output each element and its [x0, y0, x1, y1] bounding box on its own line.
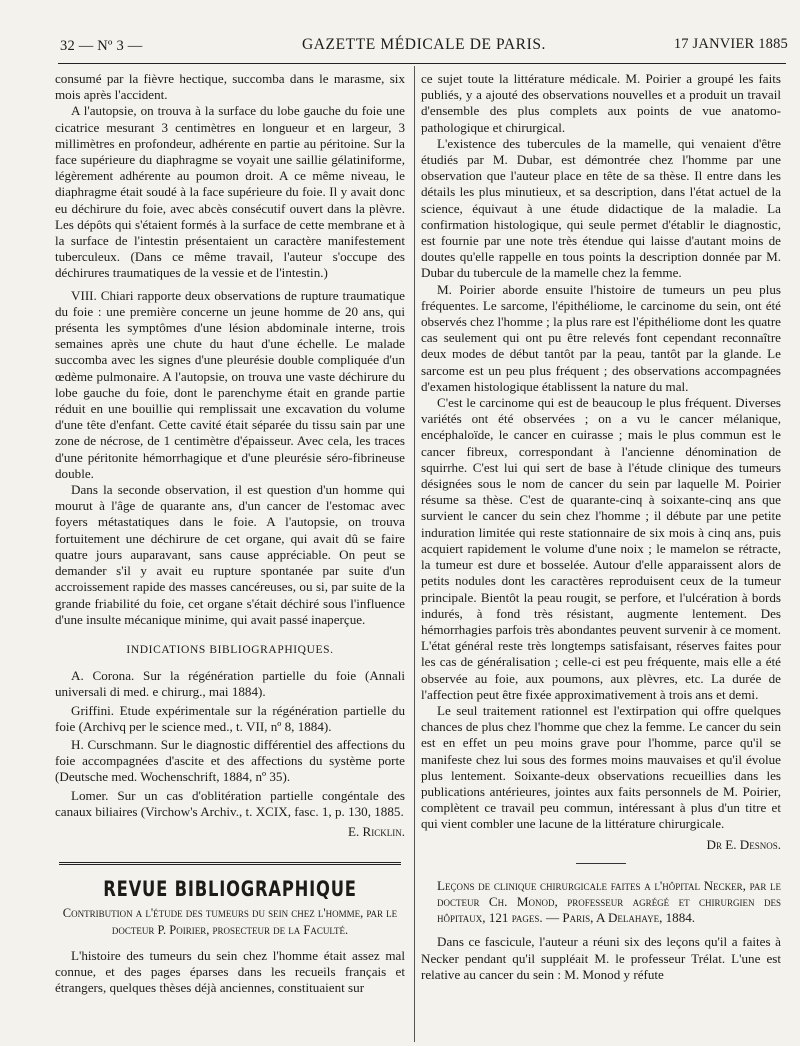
paragraph: L'existence des tubercules de la mamelle, qui venaient d'être étudiés par M. Dubar, est démontrée chez l'homme par une observation que l'auteur place en tête de sa thèse. Il entre dans les détails les plus minutieux, et sa description, dans l'état actuel de la science, équivaut à une étude didactique de la maladie. La confirmation histologique, qui seule permet d'établir le diagnostic, est fournie par une note très étendue qui laisse d'autant moins de doutes qu'elle rappelle en tous points la description donnée par M. Dubar du tubercule de la mamelle chez la femme. [421, 135, 781, 281]
author-signature: Dr E. Desnos. [706, 836, 781, 852]
right-column [421, 71, 781, 983]
header-rule [58, 63, 786, 64]
page-header [60, 34, 788, 56]
paragraph: C'est le carcinome qui est de beaucoup le plus fréquent. Diverses variétés ont été observées ; on a vu le cancer mélanique, encéphaloïde, le cancer en cuirasse ; mais le plus commun est le cancer fibreux, correspondant à l'ancienne dénomination de squirrhe. C'est lui qui sert de base à l'étude clinique des tumeurs désignées sous le nom de cancer du sein par laquelle M. Poirier résume sa thèse. C'est de quarante-cinq à soixante-cinq ans que survient le cancer du sein chez l'homme ; il débute par une petite induration limitée qui reste stationnaire de six mois à cinq ans, puis acquiert rapidement le volume d'une noix ; le mamelon se rétracte, la tumeur est dure et bosselée. Autour d'elle apparaissent alors de petits nodules dont les caractères reproduisent ceux de la tumeur principale. Bientôt la peau rougit, se perfore, et l'ulcération à bords indurés, à fond très résistant, augmente lentement. Des hémorrhagies parfois très abondantes peuvent survenir à ce moment. L'état général reste très longtemps satisfaisant, réserves faites pour les cas de généralisation ; celle-ci est peu fréquente, mais elle a été observée au foie, aux poumons, aux plèvres, etc. La durée de l'affection peut être fixée approximativement à trois ans et demi. [421, 395, 781, 702]
author-signature: E. Ricklin. [347, 823, 405, 839]
paragraph: Dans la seconde observation, il est question d'un homme qui mourut à l'âge de quarante ans, d'un cancer de l'estomac avec foyers métastatiques dans le foie. A l'autopsie, on trouva fortuitement une déchirure de cet organe, qui avait dû se faire quatre jours auparavant, sans cause appréciable. On peut se demander s'il y avait eu rupture spontanée par suite d'un accroissement rapide des masses cancéreuses, ou si, par suite de la grande friabilité du foie, cet organe s'était déchiré sous l'influence d'une insulte mécanique minime, qui avait passé inaperçue. [55, 482, 405, 627]
page-number: 32 — Nº 3 — [60, 38, 143, 54]
bibliography-entry: Griffini. Etude expérimentale sur la régénération partielle du foie (Archivq per le science med., t. VII, nº 8, 1884). [55, 702, 405, 734]
section-title: REVUE BIBLIOGRAPHIQUE [103, 877, 357, 902]
paragraph: VIII. Chiari rapporte deux observations de rupture traumatique du foie : une première concerne un jeune homme de 20 ans, qui présenta les symptômes d'une lésion abdominale interne, trois semaines après une chute du haut d'une échelle. Le malade succomba avec les signes d'une pleurésie double compliquée d'un œdème pulmonaire. A l'autopsie, on trouva une vaste déchirure du lobe gauche du foie, dont le parenchyme était en grande partie réduit en une bouillie qui remplissait une excavation du volume d'une tête d'enfant. Cette cavité était séparée du tissu sain par une zone de nécrose, de 1 centimètre d'épaisseur. Avec cela, les traces d'une péritonite hémorrhagique et d'une pleurésie séro-fibrineuse double. [55, 287, 405, 481]
bibliography-list [55, 668, 405, 820]
short-divider [576, 863, 626, 864]
review-entry [421, 878, 781, 927]
review-heading: Leçons de clinique chirurgicale faites a l'hôpital Necker, par le docteur Ch. Monod, professeur agrégé et chirurgien des hôpitaux, 121 pages. — Paris, A Delahaye, 1884. [437, 877, 781, 926]
section-divider [59, 862, 401, 865]
issue-date: 17 JANVIER 1885 [673, 36, 788, 52]
paragraph: Le seul traitement rationnel est l'extirpation qui offre quelques chances de plus chez l'homme que chez la femme. Le cancer du sein est en effet un peu moins grave pour l'homme, parce qu'il se manifeste chez lui sous des formes moins mauvaises et qu'il évolue plus lentement. Soixante-deux observations recueillies dans les publications antérieures, jointes aux faits personnels de M. Poirier, complètent ce travail peu commun, intéressant à plus d'un titre et qui vient combler une lacune de la littérature chirurgicale. [421, 702, 781, 832]
paragraph: M. Poirier aborde ensuite l'histoire de tumeurs un peu plus fréquentes. Le sarcome, l'épithéliome, le carcinome du sein, ont été observés chez l'homme ; la plus rare est l'épithéliome dont les quatre cas seulement qui ont pu être relevés font cependant reconnaître deux modes de début tantôt par la peau, tantôt par la glande. Le sarcome est un peu plus fréquent ; des observations accompagnées d'examen histologique établissent la nature du mal. [421, 281, 781, 394]
bibliography-entry: H. Curschmann. Sur le diagnostic différentiel des affections du foie accompagnées d'ascite et des affections du système porte (Deutsche med. Wochenschrift, 1884, nº 35). [55, 736, 405, 785]
paragraph: L'histoire des tumeurs du sein chez l'homme était assez mal connue, et des pages éparses dans les recueils français et étrangers, quelques thèses déjà anciennes, constituaient sur [55, 947, 405, 996]
column-divider [414, 66, 415, 1042]
paragraph: consumé par la fièvre hectique, succomba dans le marasme, six mois après l'accident. [55, 71, 405, 103]
journal-title: GAZETTE MÉDICALE DE PARIS. [301, 36, 547, 53]
paragraph: Dans ce fascicule, l'auteur a réuni six des leçons qu'il a faites à Necker pendant qu'il suppléait M. le professeur Trélat. L'une est relative au cancer du sein : M. Monod y réfute [421, 934, 781, 982]
paragraph: ce sujet toute la littérature médicale. M. Poirier a groupé les faits publiés, y a ajouté des observations nouvelles et a produit un travail d'ensemble des plus complets aux points de vue anatomo-pathologique et chirurgical. [421, 71, 781, 135]
review-heading: Contribution a l'étude des tumeurs du sein chez l'homme, par le docteur P. Poirier, prosecteur de la Faculté. [62, 906, 398, 937]
bibliography-entry: Lomer. Sur un cas d'oblitération partielle congéntale des canaux biliaires (Virchow's Archiv., t. XCIX, fasc. 1, p. 130, 1885. [55, 787, 405, 819]
bibliography-heading: INDICATIONS BIBLIOGRAPHIQUES. [126, 643, 334, 656]
left-column [55, 71, 405, 996]
bibliography-entry: A. Corona. Sur la régénération partielle du foie (Annali universali di med. e chirurg., mai 1884). [55, 668, 405, 700]
paragraph: A l'autopsie, on trouva à la surface du lobe gauche du foie une cicatrice mesurant 3 centimètres en longueur et en largeur, 3 millimètres en profondeur, adhérente en partie au péritoine. Sur la face supérieure du diaphragme se voyait une saillie gélatiniforme, légèrement adhérente au poumon droit. A ce même niveau, le diaphragme était soudé à la face supérieure du foie. Il y avait donc eu déchirure du foie, avec abcès consécutif ouvert dans la plèvre. Les dépôts qui s'étaient formés à la surface de cette membrane et à la surface de l'intestin présentaient un caractère manifestement tuberculeux. (Dans ce même travail, l'auteur s'occupe des déchirures traumatiques de la vessie et de l'intestin.) [55, 103, 405, 281]
